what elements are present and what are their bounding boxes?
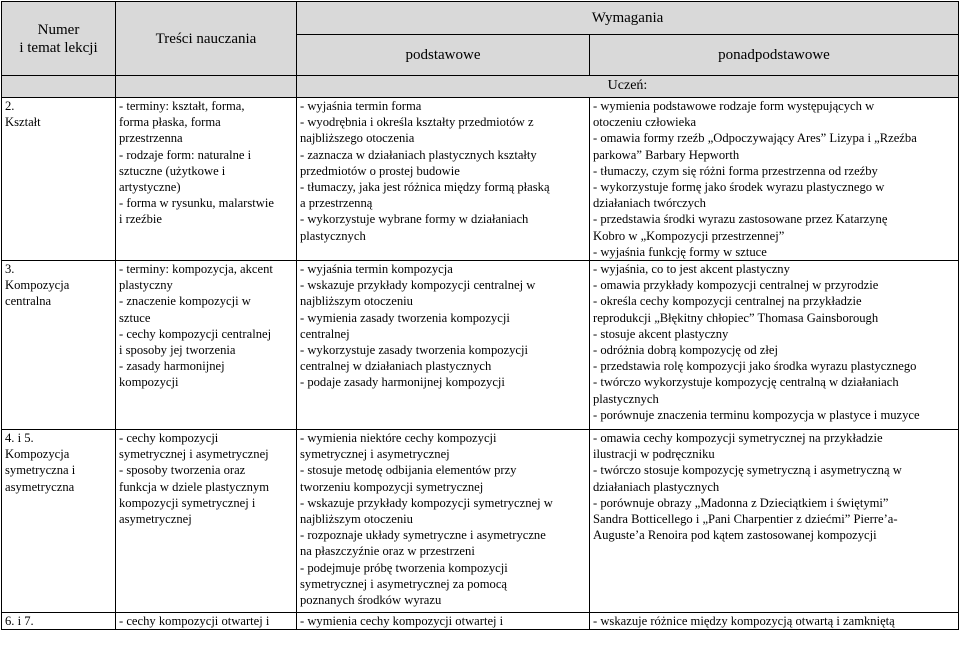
ponad-line: otoczeniu człowieka	[593, 115, 697, 130]
header-wymagania: Wymagania	[297, 2, 959, 35]
podstawowe-line: - wymienia zasady tworzenia kompozycji	[300, 310, 510, 325]
podstawowe-cell	[297, 613, 590, 630]
podstawowe-line: najbliższego otoczenia	[300, 131, 415, 146]
tresci-line: funkcja w dziele plastycznym	[119, 479, 270, 494]
ponad-line: - wyjaśnia, co to jest akcent plastyczny	[593, 262, 790, 277]
tresci-cell	[116, 98, 297, 261]
tresci-line: - znaczenie kompozycji w	[119, 294, 251, 309]
ponad-line: Sandra Botticellego i „Pani Charpentier z dziećmi” Pierre’a-	[593, 512, 898, 527]
ponad-line: działaniach twórczych	[593, 196, 706, 211]
ponad-line: - omawia przykłady kompozycji centralnej w przyrodzie	[593, 278, 879, 293]
podstawowe-line: - wymienia niektóre cechy kompozycji	[300, 431, 497, 446]
podstawowe-line: - rozpoznaje układy symetryczne i asymetryczne	[300, 528, 546, 543]
ponad-line: - wyjaśnia funkcję formy w sztuce	[593, 244, 767, 259]
table-row	[2, 98, 959, 261]
topic-cell	[2, 261, 116, 430]
podstawowe-line: najbliższym otoczeniu	[300, 512, 413, 527]
podstawowe-line: - podejmuje próbę tworzenia kompozycji	[300, 560, 508, 575]
header-ponadpodstawowe: ponadpodstawowe	[590, 35, 959, 76]
podstawowe-line: symetrycznej i asymetrycznej	[300, 447, 450, 462]
ponad-line: - określa cechy kompozycji centralnej na przykładzie	[593, 294, 862, 309]
podstawowe-line: a przestrzenną	[300, 196, 373, 211]
ponad-line: - wskazuje różnice między kompozycją otwartą i zamkniętą	[593, 614, 895, 629]
podstawowe-line: - wskazuje przykłady kompozycji symetrycznej w	[300, 495, 553, 510]
ponad-line: działaniach plastycznych	[593, 479, 720, 494]
podstawowe-line: przedmiotów o prostej budowie	[300, 163, 460, 178]
ponad-line: - porównuje znaczenia terminu kompozycja w plastyce i muzyce	[593, 407, 920, 422]
ponad-line: - stosuje akcent plastyczny	[593, 326, 729, 341]
header-blank-1	[2, 76, 116, 98]
tresci-line: sztuczne (użytkowe i	[119, 163, 226, 178]
header-tresci: Treści nauczania	[116, 2, 297, 76]
ponad-cell	[590, 261, 959, 430]
table-row	[2, 261, 959, 430]
topic-cell	[2, 430, 116, 613]
podstawowe-line: - wykorzystuje zasady tworzenia kompozycji	[300, 343, 529, 358]
tresci-line: i sposoby jej tworzenia	[119, 343, 236, 358]
tresci-line: przestrzenna	[119, 131, 183, 146]
podstawowe-line: - zaznacza w działaniach plastycznych kształty	[300, 147, 537, 162]
ponad-line: - twórczo wykorzystuje kompozycję centralną w działaniach	[593, 375, 899, 390]
tresci-line: kompozycji symetrycznej i	[119, 495, 256, 510]
podstawowe-line: tworzeniu kompozycji symetrycznej	[300, 479, 484, 494]
podstawowe-line: - wyjaśnia termin kompozycja	[300, 262, 453, 277]
ponad-line: - porównuje obrazy „Madonna z Dzieciątkiem i świętymi”	[593, 495, 889, 510]
ponad-line: - przedstawia rolę kompozycji jako środka wyrazu plastycznego	[593, 359, 917, 374]
tresci-line: sztuce	[119, 310, 151, 325]
podstawowe-line: - wskazuje przykłady kompozycji centralnej w	[300, 278, 536, 293]
topic-number: 3.	[5, 262, 15, 277]
tresci-line: - rodzaje form: naturalne i	[119, 147, 252, 162]
tresci-line: - sposoby tworzenia oraz	[119, 463, 246, 478]
ponad-line: ilustracji w podręczniku	[593, 447, 715, 462]
tresci-line: forma płaska, forma	[119, 115, 221, 130]
topic-cell	[2, 613, 116, 630]
tresci-line: artystyczne)	[119, 180, 181, 195]
tresci-cell	[116, 261, 297, 430]
tresci-line: symetrycznej i asymetrycznej	[119, 447, 269, 462]
ponad-cell	[590, 430, 959, 613]
podstawowe-line: - wymienia cechy kompozycji otwartej i	[300, 614, 504, 629]
ponad-line: - omawia formy rzeźb „Odpoczywający Ares” Lizypa i „Rzeźba	[593, 131, 917, 146]
tresci-line: plastyczny	[119, 278, 173, 293]
ponad-cell	[590, 98, 959, 261]
tresci-line: - terminy: kształt, forma,	[119, 99, 245, 113]
ponad-line: reprodukcji „Błękitny chłopiec” Thomasa Gainsborough	[593, 310, 879, 325]
podstawowe-line: - tłumaczy, jaka jest różnica między formą płaską	[300, 180, 550, 195]
ponad-line: Kobro w „Kompozycji przestrzennej”	[593, 228, 785, 243]
header-uczen: Uczeń:	[297, 76, 959, 98]
header-numer: Numer i temat lekcji	[2, 2, 116, 76]
ponad-line: Auguste’a Renoira pod kątem zastosowanej kompozycji	[593, 528, 877, 543]
podstawowe-cell	[297, 98, 590, 261]
header-blank-2	[116, 76, 297, 98]
tresci-line: - cechy kompozycji	[119, 431, 219, 446]
podstawowe-cell	[297, 430, 590, 613]
podstawowe-line: - wyjaśnia termin forma	[300, 99, 422, 113]
tresci-cell	[116, 430, 297, 613]
tresci-line: - terminy: kompozycja, akcent	[119, 262, 273, 277]
ponad-line: - odróżnia dobrą kompozycję od złej	[593, 343, 778, 358]
podstawowe-line: plastycznych	[300, 228, 366, 243]
tresci-line: - cechy kompozycji otwartej i	[119, 614, 270, 629]
ponad-line: - wykorzystuje formę jako środek wyrazu plastycznego w	[593, 180, 885, 195]
podstawowe-line: symetrycznej i asymetrycznej za pomocą	[300, 576, 508, 591]
topic-cell	[2, 98, 116, 261]
table-row	[2, 430, 959, 613]
topic-title: Kompozycja centralna	[5, 278, 70, 309]
tresci-line: i rzeźbie	[119, 212, 162, 227]
ponad-line: - przedstawia środki wyrazu zastosowane przez Katarzynę	[593, 212, 888, 227]
tresci-line: - zasady harmonijnej	[119, 359, 225, 374]
podstawowe-cell	[297, 261, 590, 430]
ponad-line: parkowa” Barbary Hepworth	[593, 147, 740, 162]
header-podstawowe: podstawowe	[297, 35, 590, 76]
tresci-line: - cechy kompozycji centralnej	[119, 326, 272, 341]
tresci-cell	[116, 613, 297, 630]
curriculum-table	[1, 1, 959, 630]
podstawowe-line: centralnej w działaniach plastycznych	[300, 359, 492, 374]
topic-number: 4. i 5.	[5, 431, 34, 446]
topic-number: 6. i 7.	[5, 614, 34, 629]
ponad-line: - twórczo stosuje kompozycję symetryczną i asymetryczną w	[593, 463, 902, 478]
podstawowe-line: najbliższym otoczeniu	[300, 294, 413, 309]
podstawowe-line: - podaje zasady harmonijnej kompozycji	[300, 375, 505, 390]
podstawowe-line: - wyodrębnia i określa kształty przedmiotów z	[300, 115, 534, 130]
table-row	[2, 613, 959, 630]
tresci-line: asymetrycznej	[119, 512, 192, 527]
podstawowe-line: - stosuje metodę odbijania elementów przy	[300, 463, 517, 478]
tresci-line: - forma w rysunku, malarstwie	[119, 196, 274, 211]
ponad-line: - tłumaczy, czym się różni forma przestrzenna od rzeźby	[593, 163, 878, 178]
ponad-cell	[590, 613, 959, 630]
podstawowe-line: centralnej	[300, 326, 350, 341]
topic-title: Kompozycja symetryczna i asymetryczna	[5, 447, 76, 494]
ponad-line: - wymienia podstawowe rodzaje form występujących w	[593, 99, 875, 113]
topic-title: Kształt	[5, 115, 41, 130]
tresci-line: kompozycji	[119, 375, 179, 390]
podstawowe-line: poznanych środków wyrazu	[300, 593, 442, 608]
ponad-line: plastycznych	[593, 391, 659, 406]
topic-number: 2.	[5, 99, 15, 113]
podstawowe-line: - wykorzystuje wybrane formy w działaniach	[300, 212, 529, 227]
ponad-line: - omawia cechy kompozycji symetrycznej na przykładzie	[593, 431, 883, 446]
podstawowe-line: na płaszczyźnie oraz w przestrzeni	[300, 544, 475, 559]
